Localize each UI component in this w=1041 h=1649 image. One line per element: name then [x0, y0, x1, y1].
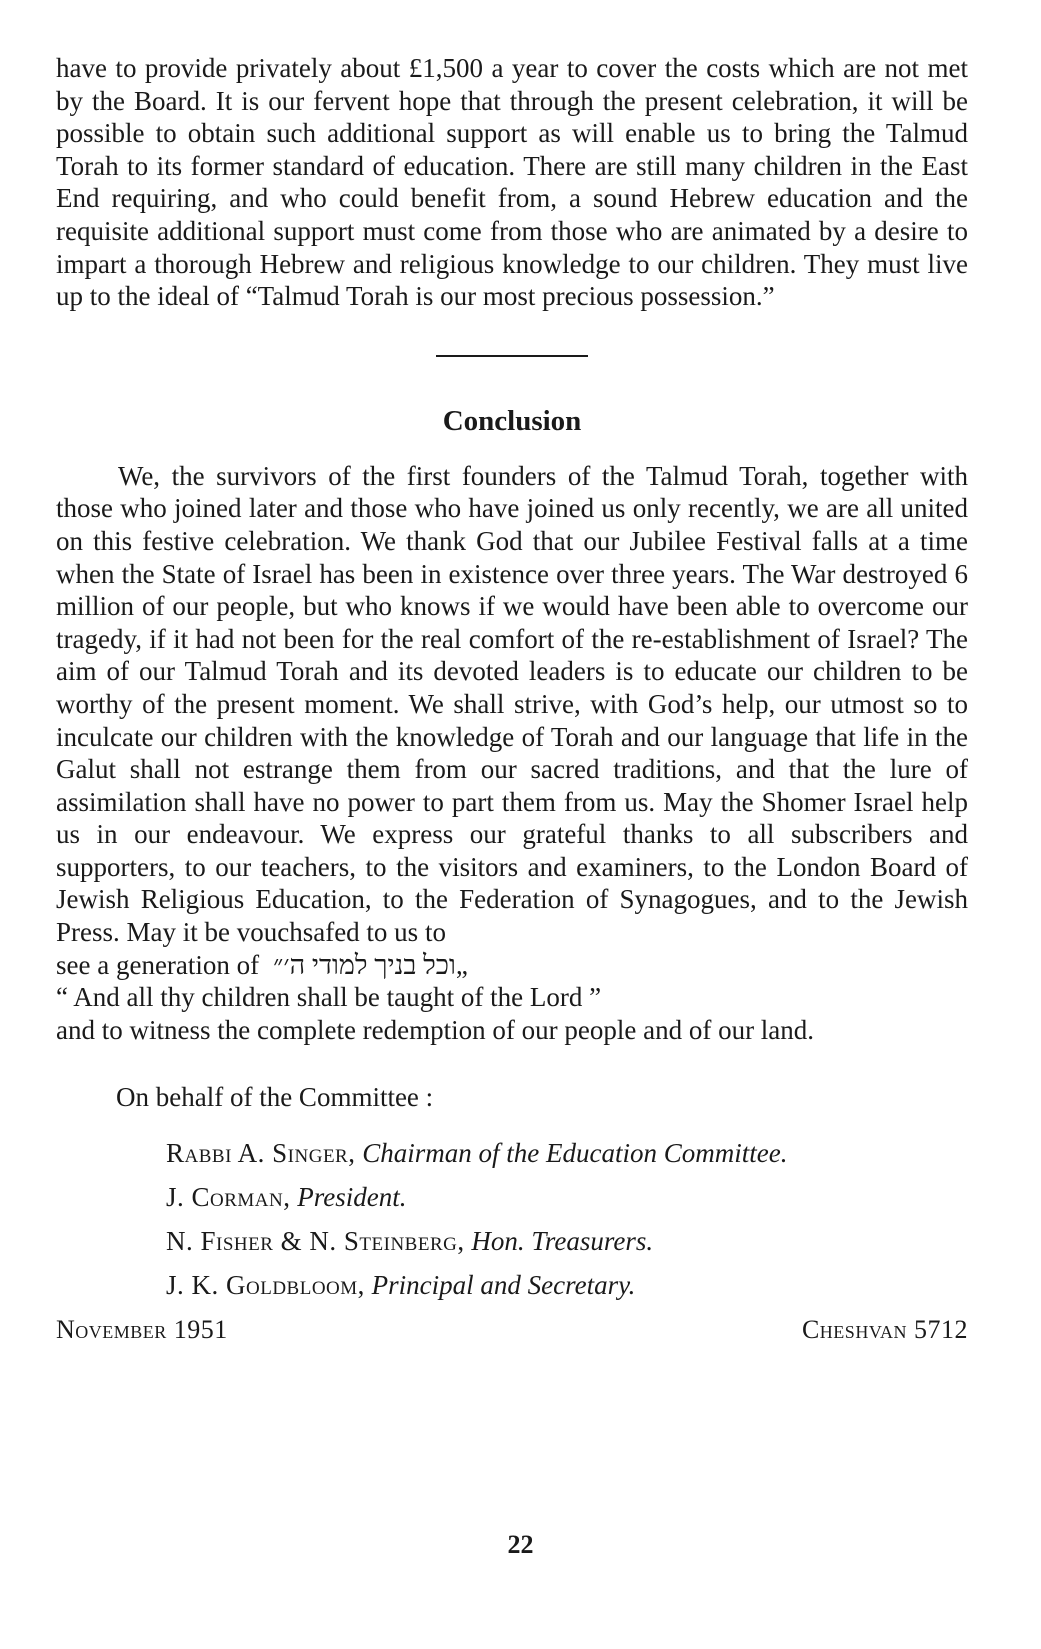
signer-president	[166, 1175, 968, 1219]
generation-text: see a generation of	[56, 949, 260, 980]
date-gregorian: November 1951	[56, 1315, 228, 1345]
signer-name: J. Corman,	[166, 1182, 291, 1213]
section-heading: Conclusion	[442, 404, 582, 437]
signer-role: Hon. Treasurers.	[471, 1226, 654, 1257]
signer-name: N. Fisher & N. Steinberg,	[166, 1226, 465, 1257]
generation-line	[56, 949, 968, 982]
conclusion-paragraph: We, the survivors of the first founders of the Talmud Torah, together with those who joined later and those who have joined us only recently, we are all united on this festive celebration. We thank God that our Jubilee Festival falls at a time when the State of Israel has been in existence over three years. The War destroyed 6 million of our people, but who knows if we would have been able to overcome our tragedy, if it had not been for the real comfort of the re-establishment of Israel? The aim of our Talmud Torah and its devoted leaders is to educate our children to be worthy of the present moment. We shall strive, with God’s help, our utmost so to inculcate our children with the knowledge of Torah and our language that life in the Galut shall not estrange them from our sacred traditions, and that the lure of assimilation shall have no power to part them from us. May the Shomer Israel help us in our endeavour. We express our grateful thanks to all subscribers and supporters, to our teachers, to the visitors and examiners, to the London Board of Jewish Religious Education, to the Federation of Synagogues, and to the Jewish Press. May it be vouchsafed to us to	[56, 460, 968, 948]
date-hebrew: Cheshvan 5712	[801, 1315, 968, 1345]
conclusion-block	[56, 460, 968, 1047]
signature-intro: On behalf of the Committee :	[116, 1082, 434, 1113]
signer-treasurers	[166, 1219, 968, 1263]
intro-paragraph: have to provide privately about £1,500 a year to cover the costs which are not met by the Board. It is our fervent hope that through the present celebration, it will be possible to obtain such additional support as will enable us to bring the Talmud Torah to its former standard of education. There are still many children in the East End requiring, and who could benefit from, a sound Hebrew education and the requisite additional support must come from those who are animated by a desire to impart a thorough Hebrew and religious knowledge to our children. They must live up to the ideal of “Talmud Torah is our most precious possession.”	[56, 53, 968, 312]
section-divider	[436, 355, 588, 357]
document-page	[56, 52, 968, 1345]
closing-line: and to witness the complete redemption of our people and of our land.	[56, 1014, 815, 1045]
signer-list	[166, 1131, 968, 1307]
english-quote: “ And all thy children shall be taught of the Lord ”	[56, 982, 602, 1013]
signer-role: Principal and Secretary.	[371, 1270, 636, 1301]
signer-name: J. K. Goldbloom,	[166, 1270, 365, 1301]
signer-chairman	[166, 1131, 968, 1175]
page-number: 22	[507, 1530, 534, 1559]
signer-name: Rabbi A. Singer,	[166, 1138, 356, 1169]
signer-principal	[166, 1263, 968, 1307]
signer-role: President.	[297, 1182, 407, 1213]
signer-role: Chairman of the Education Committee.	[362, 1138, 788, 1169]
date-row	[56, 1315, 968, 1345]
hebrew-quote: „וכל בניך למודי ה׳״	[273, 949, 468, 980]
